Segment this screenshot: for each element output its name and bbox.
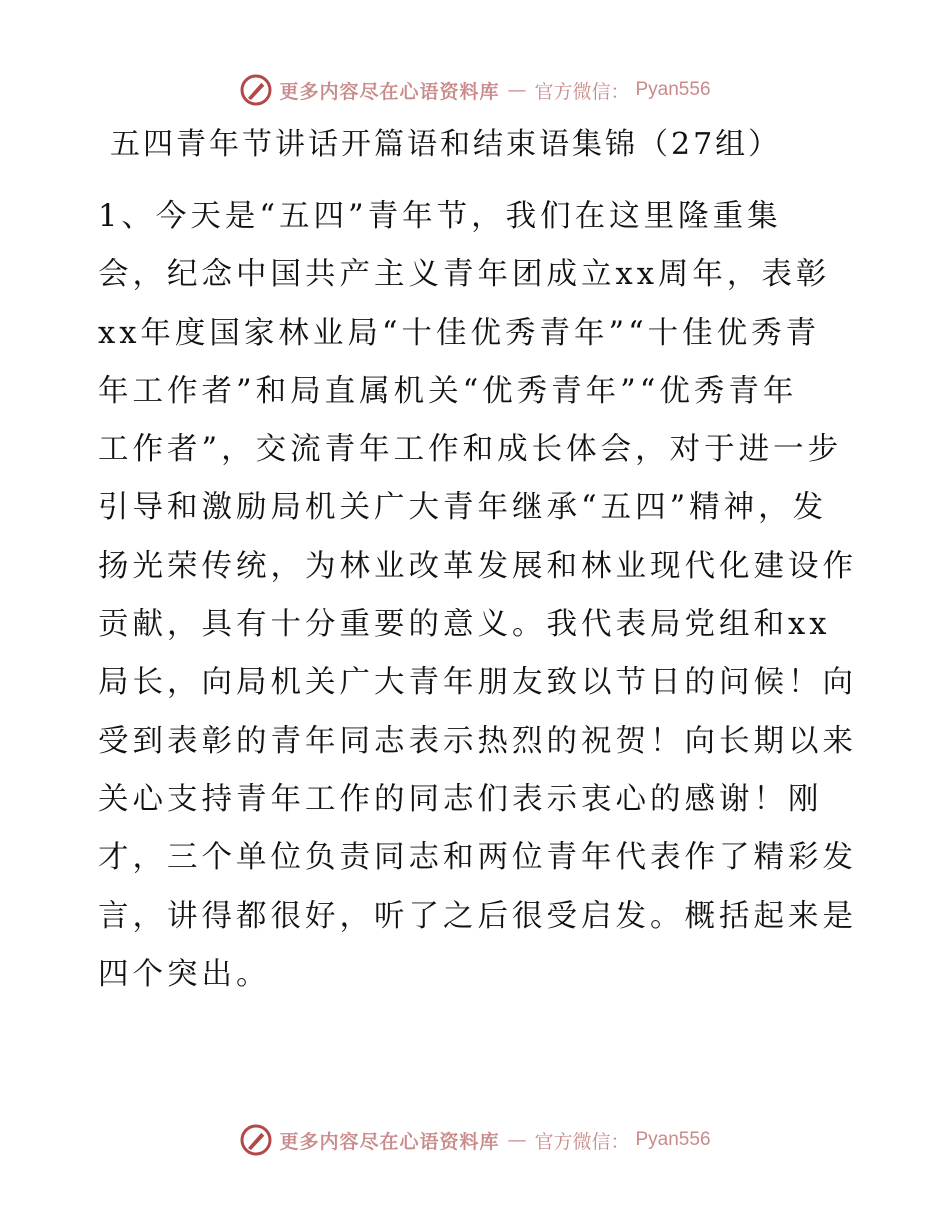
paragraph-line: 会，纪念中国共产主义青年团成立xx周年，表彰 — [98, 257, 831, 293]
footer-banner — [0, 1120, 950, 1160]
document-paragraph — [98, 188, 857, 1004]
document-title: 五四青年节讲话开篇语和结束语集锦（27组） — [110, 127, 782, 162]
paragraph-line: 受到表彰的青年同志表示热烈的祝贺！向长期以来 — [98, 723, 857, 759]
paragraph-line: 贡献，具有十分重要的意义。我代表局党组和xx — [98, 607, 831, 643]
paragraph-line: 引导和激励局机关广大青年继承“五四”精神，发 — [98, 490, 828, 526]
paragraph-line: 言，讲得都很好，听了之后很受启发。概括起来是 — [98, 898, 857, 934]
header-banner-separator: — — [507, 79, 527, 101]
paragraph-line: 年工作者”和局直属机关“优秀青年”“优秀青年 — [98, 373, 798, 409]
paragraph-line: 才，三个单位负责同志和两位青年代表作了精彩发 — [98, 840, 857, 876]
paragraph-line: 扬光荣传统，为林业改革发展和林业现代化建设作 — [98, 548, 857, 584]
header-banner-text: 更多内容尽在心语资料库 — [279, 80, 500, 103]
header-banner — [0, 70, 950, 110]
header-banner-content — [239, 73, 710, 107]
header-banner-contact-label: 官方微信： — [534, 80, 630, 103]
paragraph-line: 四个突出。 — [98, 956, 271, 992]
paragraph-line: 1、今天是“五四”青年节，我们在这里隆重集 — [98, 199, 782, 234]
paragraph-line: 工作者”，交流青年工作和成长体会，对于进一步 — [98, 432, 843, 468]
paragraph-line: 局长，向局机关广大青年朋友致以节日的问候！向 — [98, 665, 857, 701]
header-banner-contact-id: Pyan556 — [635, 79, 711, 100]
quill-logo-icon — [239, 73, 273, 107]
quill-logo-icon — [239, 1123, 273, 1157]
paragraph-line: 关心支持青年工作的同志们表示衷心的感谢！刚 — [98, 781, 823, 817]
footer-banner-contact-id: Pyan556 — [635, 1129, 711, 1150]
footer-banner-content — [239, 1123, 710, 1157]
footer-banner-contact-label: 官方微信： — [534, 1130, 630, 1153]
footer-banner-text: 更多内容尽在心语资料库 — [279, 1130, 500, 1153]
footer-banner-separator: — — [507, 1129, 527, 1151]
paragraph-line: xx年度国家林业局“十佳优秀青年”“十佳优秀青 — [98, 315, 821, 351]
